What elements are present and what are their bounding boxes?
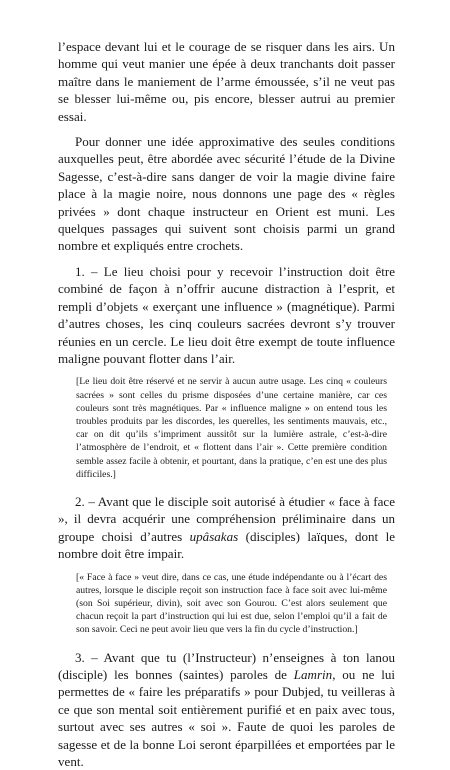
paragraph-text: (disciples) laïques, dont le nombre doit être impair. <box>58 528 395 562</box>
paragraph-text: 1. – Le lieu choisi pour y recevoir l’instruction doit être combiné de façon à n’offrir aucune distraction à l’esprit, et rempli d’objets « exerçant une influence » (magnétique). Parmi d’autres choses, les cinq couleurs sacrées devront s’y trouver réunies en un cercle. Le lieu doit être exempt de toute influence maligne pouvant flotter dans l’air. <box>58 263 395 366</box>
paragraph-text: Pour donner une idée approximative des seules conditions auxquelles peut, être abordée avec sécurité l’étude de la Divine Sagesse, c’est-à-dire sans danger de voir la magie divine faire place à la magie noire, nous donnons une page des « règles privées » dont chaque instructeur en Orient est muni. Les quelques passages qui suivent sont choisis parmi un grand nombre et expliqués entre crochets. <box>58 134 395 254</box>
note-text: [« Face à face » veut dire, dans ce cas, une étude indépendante ou à l’écart des autres, lorsque le disciple reçoit son instruction face à face soit avec lui-même (son Soi supérieur, divin), soit avec son Gourou. C’est alors seulement que chacun reçoit la part d’instruction qui lui est due, selon l’emploi qu’il a fait de son savoir. Ceci ne peut avoir lieu que vers la fin du cycle d’instruction.] <box>76 571 387 636</box>
paragraph-text: 2. – Avant que le disciple soit autorisé à étudier « face à face », il devra acquérir une compréhension préliminaire dans un groupe choisi d’autres <box>58 493 395 544</box>
paragraph-intro <box>58 133 395 255</box>
commentary-note-1 <box>76 375 387 481</box>
rule-3 <box>58 649 395 770</box>
paragraph-text: 3. – Avant que tu (l’Instructeur) n’enseignes à ton lanou (disciple) les bonnes (saintes) paroles de <box>58 649 395 682</box>
italic-term: Lamrin <box>293 666 333 682</box>
paragraph-text: , ou ne lui permettes de « faire les préparatifs » pour Dubjed, tu veilleras à ce que son mental soit entièrement purifié et en paix avec tous, surtout avec ses autres « soi ». Faute de quoi les paroles de sagesse et de la bonne Loi seront éparpillées et emportées par le vent. <box>58 666 395 770</box>
commentary-note-2 <box>76 571 387 637</box>
paragraph-text: l’espace devant lui et le courage de se risquer dans les airs. Un homme qui veut manier une épée à deux tranchants doit passer maître dans le maniement de l’arme émoussée, s’il ne veut pas se blesser lui-même ou, pis encore, blesser autrui au premier essai. <box>58 39 395 124</box>
note-text: [Le lieu doit être réservé et ne servir à aucun autre usage. Les cinq « couleurs sacrées » sont celles du prisme disposées d’une certaine manière, car ces couleurs sont très magnétiques. Par « influence maligne » on entend tous les troubles produits par les discordes, les querelles, les sentiments mauvais, etc., car on dit qu’ils s’impriment aussitôt sur la lumière astrale, c’est-à-dire l’atmosphère de l’endroit, et « flottent dans l’air ». Cette première condition semble assez facile à obtenir, et pourtant, dans la pratique, c’en est une des plus difficiles.] <box>76 376 387 480</box>
rule-2 <box>58 493 395 563</box>
italic-term: upâsakas <box>189 528 239 544</box>
rule-1 <box>58 263 395 367</box>
paragraph-continuation <box>58 38 395 125</box>
